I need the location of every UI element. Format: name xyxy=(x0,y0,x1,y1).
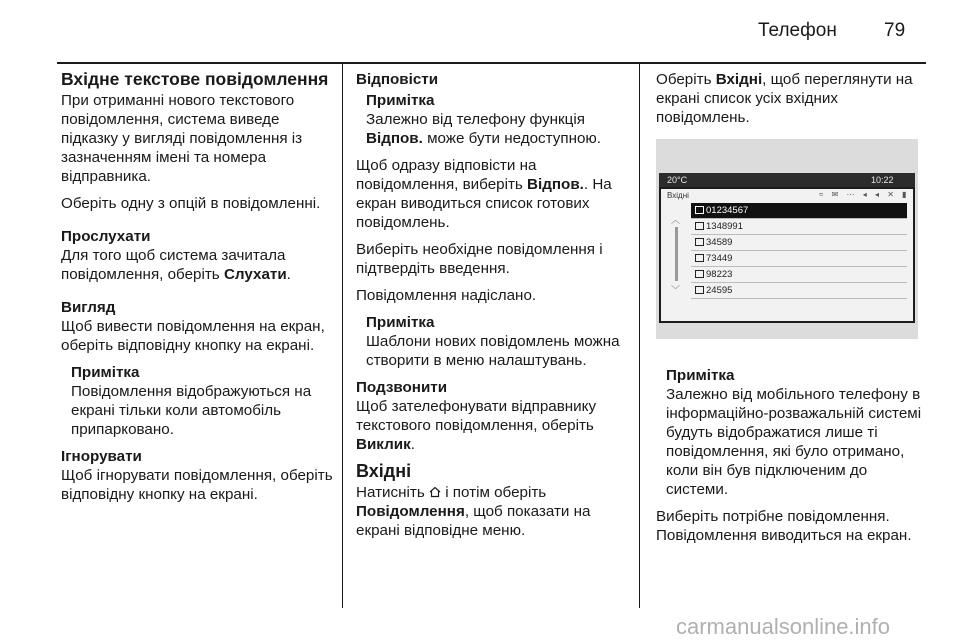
display-text: Повідомлення виводиться на екран. xyxy=(656,527,912,544)
column-divider-1 xyxy=(342,64,343,608)
inbox-panel xyxy=(661,189,913,321)
chevron-down-icon[interactable]: ﹀ xyxy=(671,285,681,295)
scrollbar[interactable] xyxy=(671,213,681,293)
temperature: 20°C xyxy=(667,175,688,185)
column-divider-2 xyxy=(639,64,640,608)
header-rule xyxy=(57,62,926,64)
select-text: Виберіть потрібне повідомлення. xyxy=(656,508,890,525)
list-item[interactable]: 1348991 xyxy=(691,219,907,235)
call-text: Щоб зателефонувати відправнику текстового повідомлення, оберіть Виклик. xyxy=(356,398,597,453)
message-list xyxy=(691,203,907,299)
note-title: Примітка xyxy=(666,367,735,384)
inbox-heading: Вхідні xyxy=(356,461,412,481)
clock: 10:22 xyxy=(871,175,894,185)
envelope-icon xyxy=(695,270,704,278)
display-frame xyxy=(659,173,915,323)
column-2 xyxy=(356,70,632,548)
note-templates xyxy=(366,313,632,370)
intro-text: При отриманні нового текстового повідомлення, система виведе підказку у вигляді повідомлення із зазначенням імені та номера відправника. xyxy=(61,92,303,185)
column-3-lower xyxy=(656,366,928,553)
scroll-track xyxy=(675,227,678,281)
note-reply-availability: Примітка Залежно від телефону функція Відпов. може бути недоступною. xyxy=(366,91,632,148)
list-item[interactable]: 34589 xyxy=(691,235,907,251)
watermark: carmanualsonline.info xyxy=(676,614,891,639)
choose-option-text: Оберіть одну з опцій в повідомленні. xyxy=(61,195,321,212)
reply-heading: Відповісти xyxy=(356,71,439,88)
envelope-icon xyxy=(695,254,704,262)
section-heading-incoming-sms: Вхідне текстове повідомлення xyxy=(61,69,329,89)
note-title: Примітка xyxy=(366,314,435,331)
select-message-text: Виберіть необхідне повідомлення і підтвердіть введення. xyxy=(356,241,603,277)
envelope-icon xyxy=(695,222,704,230)
column-1 xyxy=(61,70,333,512)
list-item[interactable]: 98223 xyxy=(691,267,907,283)
listen-text: Для того щоб система зачитала повідомлення, оберіть Слухати. xyxy=(61,247,291,283)
envelope-icon xyxy=(695,286,704,294)
note-text: Повідомлення відображуються на екрані тільки коли автомобіль припарковано. xyxy=(71,383,312,438)
view-text: Щоб вивести повідомлення на екран, оберіть відповідну кнопку на екрані. xyxy=(61,318,325,354)
inbox-text: Натисніть і потім оберіть Повідомлення, щоб показати на екрані відповідне меню. xyxy=(356,484,591,539)
ignore-heading: Ігнорувати xyxy=(61,448,142,465)
call-heading: Подзвонити xyxy=(356,379,448,396)
note-text: Шаблони нових повідомлень можна створити в меню налаштувань. xyxy=(366,333,620,369)
list-item[interactable]: 24595 xyxy=(691,283,907,299)
status-icons: ≈ ✉ ⋯ ◂ ◂ ✕ ▮ xyxy=(819,190,910,199)
home-icon xyxy=(429,484,441,496)
inbox-open-text: Оберіть Вхідні, щоб переглянути на екрані список усіх вхідних повідомлень. xyxy=(656,71,913,126)
view-heading: Вигляд xyxy=(61,299,116,316)
inbox-label: Вхідні xyxy=(667,191,689,200)
page-header xyxy=(0,0,960,62)
inbox-screenshot xyxy=(656,139,918,339)
page-title: Телефон xyxy=(758,20,837,41)
envelope-icon xyxy=(695,238,704,246)
page-number: 79 xyxy=(884,20,906,41)
chevron-up-icon[interactable]: ︿ xyxy=(671,215,681,225)
envelope-icon xyxy=(695,206,704,214)
note-title: Примітка xyxy=(366,92,435,109)
ignore-text: Щоб ігнорувати повідомлення, оберіть відповідну кнопку на екрані. xyxy=(61,467,333,503)
note-text: Залежно від мобільного телефону в інформаційно-розважальній системі будуть відображатися лише ті повідомлення, які було отримано, коли він був підключеним до системи. xyxy=(666,386,922,498)
note-connected-phone xyxy=(666,366,928,499)
sent-text: Повідомлення надіслано. xyxy=(356,287,537,304)
listen-heading: Прослухати xyxy=(61,228,151,245)
list-item[interactable]: 01234567 xyxy=(691,203,907,219)
note-title: Примітка xyxy=(71,364,140,381)
column-3 xyxy=(656,70,928,135)
note-parked xyxy=(71,363,333,439)
status-bar xyxy=(659,173,915,187)
list-item[interactable]: 73449 xyxy=(691,251,907,267)
reply-text: Щоб одразу відповісти на повідомлення, виберіть Відпов.. На екран виводиться список готових повідомлень. xyxy=(356,157,612,231)
